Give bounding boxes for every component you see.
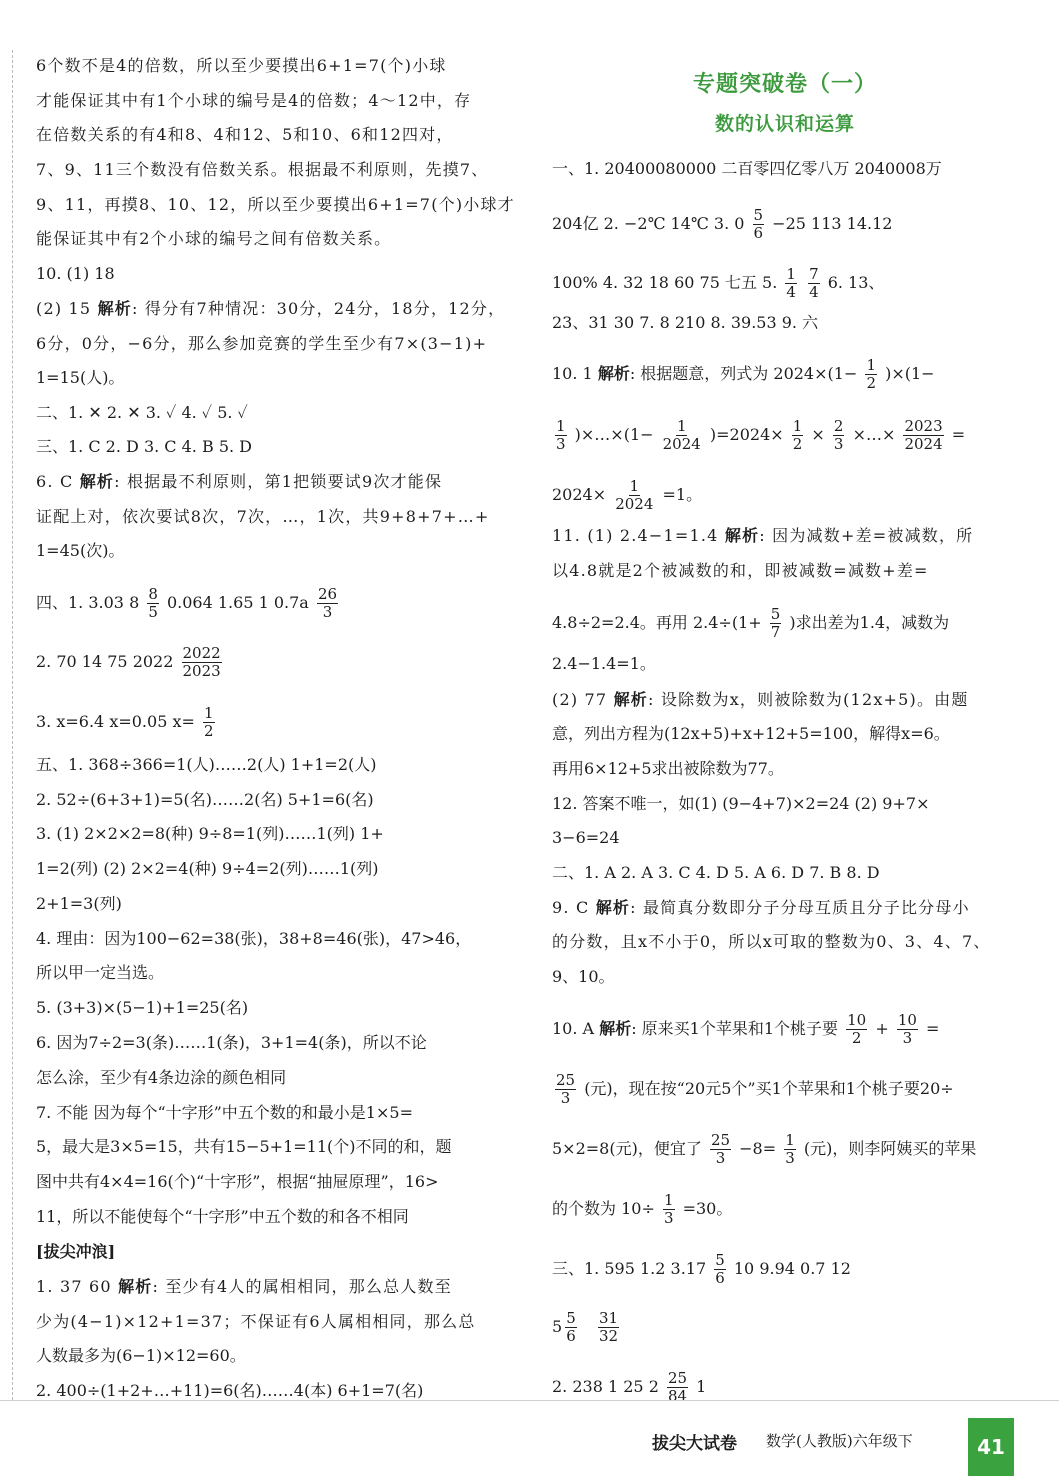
answer-text: 6. 13、: [827, 273, 885, 292]
text-line: 怎么涂，至少有4条边涂的颜色相同: [36, 1068, 287, 1087]
fraction: $\frac{1}{3}$: [663, 1191, 674, 1227]
fraction: $\frac{25}{3}$: [710, 1131, 731, 1167]
column-divider: [12, 50, 13, 1400]
answer-line: 12. 答案不唯一，如(1) (9−4+7)×2=24 (2) 9+7×: [552, 794, 930, 813]
formula-text: 5×2=8(元)，便宜了: [552, 1139, 702, 1158]
text-line: 6个数不是4的倍数，所以至少要摸出6+1=7(个)小球: [36, 56, 447, 75]
text-line: 7、9、11三个数没有倍数关系。根据最不利原则，先摸7、: [36, 160, 489, 179]
fraction: $\frac{7}{4}$: [809, 265, 819, 301]
analysis-label: 解析: [118, 1277, 153, 1296]
answer-line: [552, 1012, 939, 1047]
analysis-label: 解析: [597, 364, 630, 383]
text-line: 2+1=3(列): [36, 894, 122, 913]
page-title: 专题突破卷（一）: [692, 72, 877, 97]
fraction: $\frac{10}{3}$: [897, 1011, 917, 1047]
analysis-label: 解析: [97, 299, 133, 318]
answer-text: 2. 70 14 75 2022: [36, 652, 174, 671]
answer-text: 10. 1: [552, 364, 593, 383]
section-heading: [拔尖冲浪]: [36, 1242, 116, 1261]
analysis-text: : 最简真分数即分子分母互质且分子比分母小: [630, 898, 970, 917]
formula-text: 2024×: [552, 485, 607, 504]
section-5-q5: 5. (3+3)×(5−1)+1=25(名): [36, 998, 249, 1017]
formula-text: 的个数为 10÷: [552, 1199, 655, 1218]
text-line: 以4.8就是2个被减数的和，即被减数=减数+差=: [552, 561, 929, 580]
formula-text: 4.8÷2=2.4。再用 2.4÷(1+: [552, 613, 762, 632]
analysis-text: : 设除数为x，则被除数为(12x+5)。由题: [648, 690, 969, 709]
mixed-number-whole: 5: [552, 1317, 563, 1336]
text-line: 1=15(人)。: [36, 368, 125, 387]
fraction: $\frac{1}{2}$: [866, 356, 876, 392]
answer-text: 0.064 1.65 1 0.7a: [166, 593, 309, 612]
bonus-q1: [36, 1277, 452, 1297]
fraction: $\frac{2023}{2024}$: [904, 417, 943, 453]
fraction: $\frac{8}{5}$: [148, 585, 158, 621]
fraction: $\frac{5}{6}$: [566, 1309, 576, 1345]
fraction: $\frac{2}{3}$: [833, 417, 844, 453]
answer-text: 2. 238 1 25 2: [552, 1377, 659, 1396]
text-line: 所以甲一定当选。: [36, 963, 165, 982]
answer-text: 11. (1) 2.4−1=1.4: [552, 526, 719, 545]
formula-text: ×: [811, 425, 825, 444]
footer-divider: [0, 1400, 1059, 1401]
analysis-text: : 至少有4人的属相相同，那么总人数至: [152, 1277, 452, 1296]
formula-line: [552, 606, 949, 641]
text-line: 少为(4−1)×12+1=37；不保证有6人属相相同，那么总: [36, 1312, 476, 1331]
section-5-q1: 五、1. 368÷366=1(人)……2(人) 1+1=2(人): [36, 755, 377, 774]
text-line: 9、11，再摸8、10、12，所以至少要摸出6+1=7(个)小球才: [36, 195, 515, 214]
formula-text: )×…×(1−: [574, 425, 654, 444]
analysis-label: 解析: [595, 898, 631, 917]
analysis-label: 解析: [613, 690, 649, 709]
fraction: $\frac{31}{32}$: [599, 1309, 619, 1345]
answer-line: [552, 207, 892, 242]
formula-text: (元)，现在按“20元5个”买1个苹果和1个桃子要20÷: [584, 1079, 954, 1098]
section-3-answers: 三、1. C 2. D 3. C 4. B 5. D: [36, 437, 253, 456]
page-subtitle: 数的认识和运算: [714, 113, 855, 135]
section-4-q3: [36, 705, 218, 740]
fraction: $\frac{5}{6}$: [715, 1251, 725, 1287]
formula-text: =1。: [662, 485, 703, 504]
formula-text: (元)，则李阿姨买的苹果: [803, 1139, 977, 1158]
fraction: $\frac{25}{84}$: [667, 1369, 688, 1405]
answer-line: [552, 1310, 622, 1345]
answer-line: [552, 898, 970, 918]
section-5-q4: 4. 理由：因为100−62=38(张)，38+8=46(张)，47>46，: [36, 929, 472, 948]
section-5-q2: 2. 52÷(6+3+1)=5(名)……2(名) 5+1=6(名): [36, 790, 374, 809]
answer-line: 23、31 30 7. 8 210 8. 39.53 9. 六: [552, 313, 819, 332]
answer-line: [36, 472, 442, 492]
analysis-label: 解析: [724, 526, 760, 545]
answer-text: (2) 15: [36, 299, 92, 318]
text-line: [552, 1192, 732, 1227]
answer-text: )×(1−: [885, 364, 935, 383]
fraction: $\frac{10}{2}$: [847, 1011, 867, 1047]
fraction: $\frac{1}{2024}$: [615, 477, 654, 513]
analysis-text: : 得分有7种情况：30分，24分，18分，12分，: [132, 299, 506, 318]
formula-text: ×…×: [852, 425, 896, 444]
formula-text: −8=: [739, 1139, 777, 1158]
answer-text: 四、1. 3.03 8: [36, 593, 140, 612]
formula-line: [552, 418, 965, 453]
answer-text: 6. C: [36, 472, 74, 491]
answer-text: (2) 77: [552, 690, 608, 709]
text-line: [552, 1072, 954, 1107]
text-line: 5，最大是3×5=15，共有15−5+1=11(个)不同的和，题: [36, 1137, 452, 1156]
analysis-text: : 原来买1个苹果和1个桃子要: [631, 1019, 839, 1038]
text-line: 9、10。: [552, 967, 615, 986]
fraction: $\frac{1}{3}$: [785, 1131, 795, 1167]
fraction: $\frac{26}{3}$: [317, 585, 338, 621]
answer-line: [36, 299, 505, 319]
answer-text: 1. 37 60: [36, 1277, 112, 1296]
answer-text: 3. x=6.4 x=0.05 x=: [36, 712, 195, 731]
section-5-q7: 7. 不能 因为每个“十字形”中五个数的和最小是1×5=: [36, 1103, 413, 1122]
section-4-q2: [36, 645, 225, 680]
page-number: 41: [968, 1418, 1014, 1476]
answer-text: 1: [696, 1377, 707, 1396]
answer-line: [552, 266, 884, 301]
answer-text: 9. C: [552, 898, 590, 917]
fraction: $\frac{2022}{2023}$: [182, 644, 221, 680]
fraction: $\frac{5}{7}$: [770, 605, 781, 641]
bonus-q2: 2. 400÷(1+2+…+11)=6(名)……4(本) 6+1=7(名): [36, 1381, 424, 1400]
answer-text: 10. A: [552, 1019, 595, 1038]
answer-text: 三、1. 595 1.2 3.17: [552, 1259, 707, 1278]
analysis-label: 解析: [599, 1019, 632, 1038]
fraction: $\frac{1}{2}$: [792, 417, 803, 453]
answer-line: 10. (1) 18: [36, 264, 115, 283]
text-line: 图中共有4×4=16(个)“十字形”，根据“抽屉原理”，16>: [36, 1172, 439, 1191]
analysis-text: : 因为减数+差=被减数，所: [759, 526, 974, 545]
formula-text: =: [926, 1019, 940, 1038]
fraction: $\frac{1}{3}$: [556, 417, 566, 453]
text-line: 6分，0分，−6分，那么参加竞赛的学生至少有7×(3−1)+: [36, 334, 488, 353]
formula-line: [552, 478, 702, 513]
fraction: $\frac{1}{2}$: [203, 704, 214, 740]
answer-text: 10 9.94 0.7 12: [733, 1259, 851, 1278]
text-line: [552, 1132, 976, 1167]
text-line: 的分数，且x不小于0，所以x可取的整数为0、3、4、7、: [552, 932, 991, 951]
formula-text: )=2024×: [709, 425, 784, 444]
text-line: 1=2(列) (2) 2×2=4(种) 9÷4=2(列)……1(列): [36, 859, 379, 878]
text-line: 能保证其中有2个小球的编号之间有倍数关系。: [36, 229, 392, 248]
formula-text: +: [875, 1019, 889, 1038]
section-2-answers: 二、1. ✕ 2. ✕ 3. ✓ 4. ✓ 5. ✓: [36, 403, 248, 422]
formula-text: =: [951, 425, 966, 444]
answer-line: [552, 690, 969, 710]
text-line: 人数最多为(6−1)×12=60。: [36, 1346, 246, 1365]
footer-brand: 拔尖大试卷: [652, 1434, 737, 1454]
section-5-q3: 3. (1) 2×2×2=8(种) 9÷8=1(列)……1(列) 1+: [36, 824, 384, 843]
text-line: 在倍数关系的有4和8、4和12、5和10、6和12四对，: [36, 125, 454, 144]
answer-line: [552, 526, 973, 546]
footer-subject: 数学(人教版)六年级下: [766, 1432, 913, 1450]
section-5-q6: 6. 因为7÷2=3(条)……1(条)，3+1=4(条)，所以不论: [36, 1033, 427, 1052]
text-line: 意，列出方程为(12x+5)+x+12+5=100，解得x=6。: [552, 724, 950, 743]
analysis-text: : 根据最不利原则，第1把锁要试9次才能保: [114, 472, 443, 491]
answer-line: 一、1. 20400080000 二百零四亿零八万 2040008万: [552, 159, 942, 178]
fraction: $\frac{5}{6}$: [753, 206, 764, 242]
text-line: 才能保证其中有1个小球的编号是4的倍数；4～12中，存: [36, 91, 472, 110]
answer-text: −25 113 14.12: [772, 214, 893, 233]
text-line: 11，所以不能使每个“十字形”中五个数的和各不相同: [36, 1207, 409, 1226]
answer-line: [552, 357, 935, 392]
section-2-answers: 二、1. A 2. A 3. C 4. D 5. A 6. D 7. B 8. D: [552, 863, 880, 882]
formula-text: )求出差为1.4，减数为: [789, 613, 950, 632]
answer-text: 204亿 2. −2℃ 14℃ 3. 0: [552, 214, 745, 233]
analysis-label: 解析: [79, 472, 115, 491]
text-line: 1=45(次)。: [36, 541, 125, 560]
section-4-q1: [36, 586, 341, 621]
fraction: $\frac{1}{2024}$: [662, 417, 701, 453]
formula-text: =30。: [682, 1199, 733, 1218]
text-line: 2.4−1.4=1。: [552, 654, 656, 673]
answer-text: 100% 4. 32 18 60 75 七五 5.: [552, 273, 778, 292]
analysis-text: : 根据题意，列式为 2024×(1−: [629, 364, 858, 383]
fraction: $\frac{1}{4}$: [786, 265, 796, 301]
text-line: 证配上对，依次要试8次，7次，…，1次，共9+8+7+…+: [36, 507, 490, 526]
fraction: $\frac{25}{3}$: [556, 1071, 576, 1107]
section-3-q1: [552, 1252, 851, 1287]
text-line: 再用6×12+5求出被除数为77。: [552, 759, 784, 778]
text-line: 3−6=24: [552, 828, 620, 847]
